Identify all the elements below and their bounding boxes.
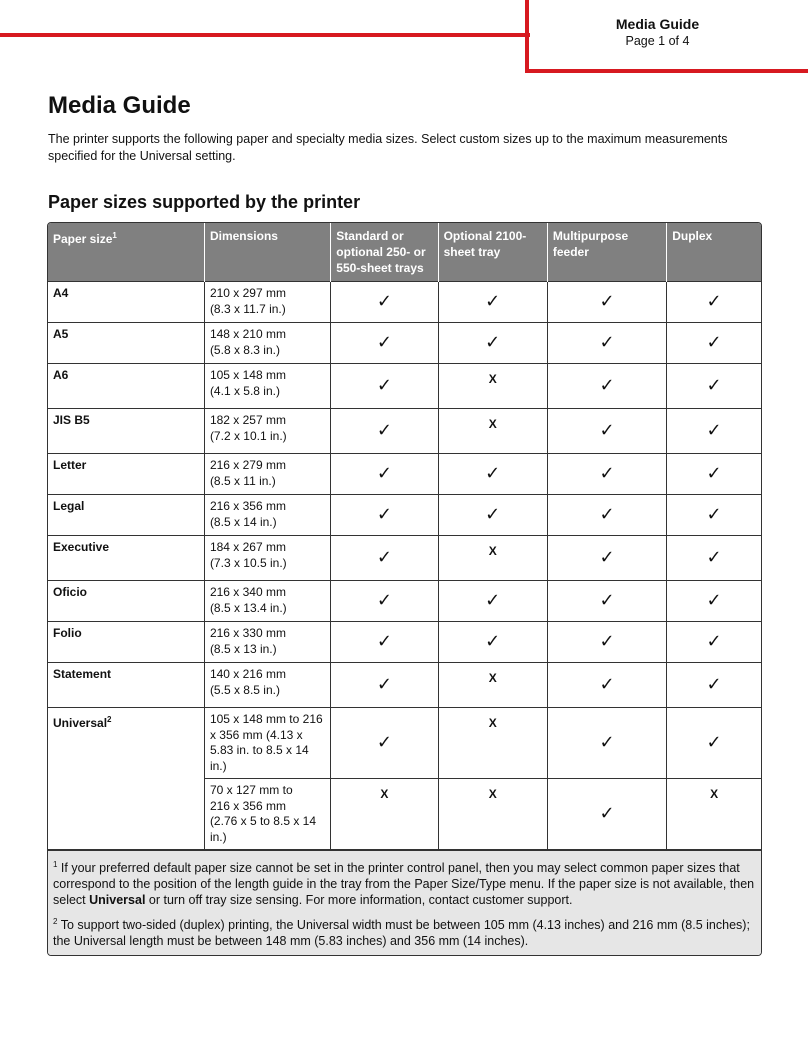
check-icon: ✓ <box>438 581 547 622</box>
check-icon: ✓ <box>438 323 547 364</box>
table-header-row <box>48 223 761 282</box>
check-icon: ✓ <box>547 663 666 708</box>
unsupported-mark: X <box>438 708 547 779</box>
paper-size-name: Legal <box>48 495 204 536</box>
dimension-line: (7.2 x 10.1 in.) <box>209 428 287 443</box>
page-header <box>540 16 775 50</box>
check-icon: ✓ <box>547 495 666 536</box>
dimension-line: (4.1 x 5.8 in.) <box>209 383 280 398</box>
check-icon: ✓ <box>667 495 761 536</box>
unsupported-mark: X <box>438 409 547 454</box>
table-row <box>48 495 761 536</box>
dimensions-cell <box>204 536 330 581</box>
check-icon: ✓ <box>667 282 761 323</box>
check-icon: ✓ <box>667 454 761 495</box>
check-icon: ✓ <box>667 708 761 779</box>
column-header: Standard or optional 250- or 550-sheet trays <box>331 223 438 282</box>
table-row <box>48 364 761 409</box>
check-icon: ✓ <box>547 581 666 622</box>
check-icon: ✓ <box>547 779 666 850</box>
check-icon: ✓ <box>331 409 438 454</box>
check-icon: ✓ <box>331 581 438 622</box>
check-icon: ✓ <box>331 282 438 323</box>
dimensions-cell <box>204 622 330 663</box>
dimensions-cell <box>204 454 330 495</box>
dimension-line: 105 x 148 mm <box>209 368 286 382</box>
dimension-line: (8.5 x 13 in.) <box>209 641 277 656</box>
unsupported-mark: X <box>438 536 547 581</box>
check-icon: ✓ <box>438 454 547 495</box>
check-icon: ✓ <box>438 622 547 663</box>
dimension-line: x 356 mm (4.13 x <box>209 727 303 742</box>
header-rule <box>0 33 530 37</box>
check-icon: ✓ <box>667 663 761 708</box>
dimensions-cell <box>204 663 330 708</box>
dimensions-cell <box>204 364 330 409</box>
dimension-line: 70 x 127 mm to <box>209 783 293 797</box>
check-icon: ✓ <box>667 622 761 663</box>
table-row <box>48 663 761 708</box>
intro-paragraph: The printer supports the following paper and specialty media sizes. Select custom sizes up to the maximum measurements specified for the Universal setting. <box>48 132 728 163</box>
dimension-line: 182 x 257 mm <box>209 413 286 427</box>
footnote-2: $^2$ To support two-sided (duplex) printing, the Universal width must be between 105 mm (4.13 inches) and 216 mm (8.5 inches); the Universal length must be between 148 mm (5.83 inches) and 356 mm (14 inches). <box>53 917 750 949</box>
check-icon: ✓ <box>331 663 438 708</box>
paper-size-name: Universal$^2$ <box>48 708 204 850</box>
check-icon: ✓ <box>667 536 761 581</box>
unsupported-mark: X <box>438 779 547 850</box>
check-icon: ✓ <box>667 323 761 364</box>
column-header: Multipurpose feeder <box>547 223 666 282</box>
dimension-line: 210 x 297 mm <box>209 286 286 300</box>
table-row <box>48 622 761 663</box>
dimensions-cell <box>204 779 330 850</box>
paper-size-name: Statement <box>48 663 204 708</box>
table-row <box>48 581 761 622</box>
paper-size-name: A4 <box>48 282 204 323</box>
paper-size-name: JIS B5 <box>48 409 204 454</box>
check-icon: ✓ <box>438 495 547 536</box>
dimension-line: (8.5 x 14 in.) <box>209 514 277 529</box>
dimensions-cell <box>204 409 330 454</box>
check-icon: ✓ <box>331 622 438 663</box>
table-row <box>48 323 761 364</box>
header-rule-vertical <box>525 0 529 73</box>
dimension-line: 216 x 330 mm <box>209 626 286 640</box>
paper-size-name: Letter <box>48 454 204 495</box>
dimension-line: 216 x 340 mm <box>209 585 286 599</box>
unsupported-mark: X <box>438 663 547 708</box>
check-icon: ✓ <box>438 282 547 323</box>
paper-size-name: Executive <box>48 536 204 581</box>
unsupported-mark: X <box>667 779 761 850</box>
column-header: Dimensions <box>204 223 330 282</box>
table-footnotes <box>48 850 761 955</box>
dimension-line: (5.8 x 8.3 in.) <box>209 342 280 357</box>
dimension-line: 140 x 216 mm <box>209 667 286 681</box>
column-header: Optional 2100-sheet tray <box>438 223 547 282</box>
check-icon: ✓ <box>667 581 761 622</box>
dimensions-cell <box>204 323 330 364</box>
page-number: Page 1 of 4 <box>625 34 690 48</box>
dimension-line: (5.5 x 8.5 in.) <box>209 682 280 697</box>
dimension-line: 216 x 356 mm <box>209 798 286 813</box>
check-icon: ✓ <box>667 364 761 409</box>
unsupported-mark: X <box>331 779 438 850</box>
paper-size-name: A5 <box>48 323 204 364</box>
dimension-line: 216 x 279 mm <box>209 458 286 472</box>
dimension-line: (2.76 x 5 to 8.5 x 14 in.) <box>209 814 317 844</box>
dimension-line: (8.5 x 13.4 in.) <box>209 600 287 615</box>
check-icon: ✓ <box>331 364 438 409</box>
paper-size-name: Oficio <box>48 581 204 622</box>
check-icon: ✓ <box>331 323 438 364</box>
dimension-line: (8.3 x 11.7 in.) <box>209 301 286 316</box>
dimension-line: 105 x 148 mm to 216 <box>209 712 323 726</box>
table-row <box>48 454 761 495</box>
check-icon: ✓ <box>331 708 438 779</box>
column-header: Duplex <box>667 223 761 282</box>
dimensions-cell <box>204 495 330 536</box>
paper-sizes-table <box>47 222 762 956</box>
page-title: Media Guide <box>48 92 191 119</box>
check-icon: ✓ <box>331 495 438 536</box>
unsupported-mark: X <box>438 364 547 409</box>
dimensions-cell <box>204 282 330 323</box>
dimension-line: 184 x 267 mm <box>209 540 286 554</box>
check-icon: ✓ <box>547 536 666 581</box>
check-icon: ✓ <box>547 364 666 409</box>
check-icon: ✓ <box>331 454 438 495</box>
dimension-line: (7.3 x 10.5 in.) <box>209 555 287 570</box>
dimension-line: 148 x 210 mm <box>209 327 286 341</box>
header-title: Media Guide <box>615 16 700 32</box>
check-icon: ✓ <box>547 622 666 663</box>
check-icon: ✓ <box>547 409 666 454</box>
paper-size-name: Folio <box>48 622 204 663</box>
section-title: Paper sizes supported by the printer <box>48 192 361 212</box>
check-icon: ✓ <box>547 454 666 495</box>
check-icon: ✓ <box>547 323 666 364</box>
check-icon: ✓ <box>547 708 666 779</box>
header-rule-lower <box>525 69 808 73</box>
dimension-line: (8.5 x 11 in.) <box>209 473 276 488</box>
dimension-line: 5.83 in. to 8.5 x 14 in.) <box>209 743 309 773</box>
footnote-1: $^1$ If your preferred default paper size cannot be set in the printer control panel, then you may select common paper sizes that correspond to the position of the length guide in the tray from the Paper Size/Type menu. If the paper size is not available, then select Universal or turn off tray size sensing. For more information, contact customer support. <box>53 860 755 908</box>
check-icon: ✓ <box>667 409 761 454</box>
table-row <box>48 282 761 323</box>
table-row <box>48 708 761 779</box>
check-icon: ✓ <box>547 282 666 323</box>
check-icon: ✓ <box>331 536 438 581</box>
table-row <box>48 409 761 454</box>
table-row <box>48 536 761 581</box>
column-header: Paper size$^1$ <box>48 223 204 282</box>
dimension-line: 216 x 356 mm <box>209 499 286 513</box>
dimensions-cell <box>204 708 330 779</box>
paper-size-name: A6 <box>48 364 204 409</box>
dimensions-cell <box>204 581 330 622</box>
